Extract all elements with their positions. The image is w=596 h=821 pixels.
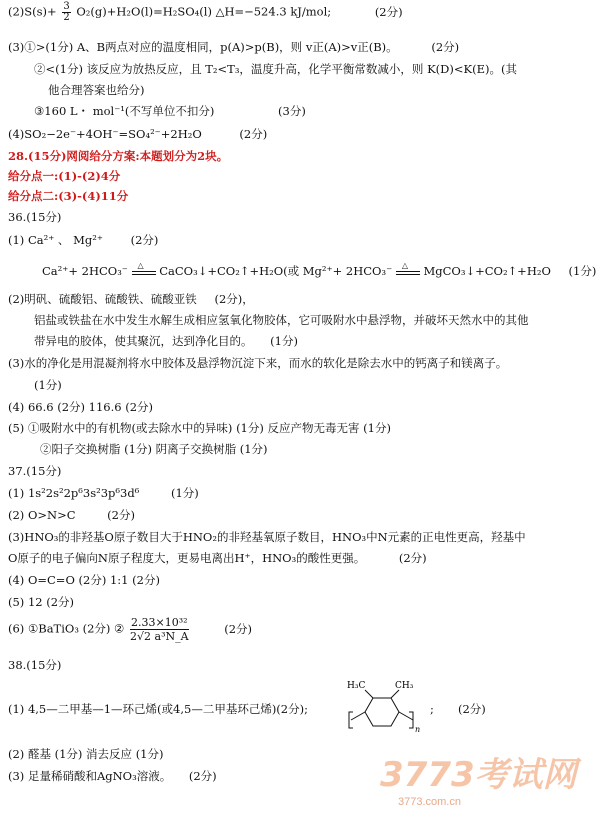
answer-37-4: (4) O=C=O (2分) 1:1 (2分) bbox=[8, 573, 160, 587]
line-text: ③160 L・ mol⁻¹(不写单位不扣分) bbox=[34, 104, 215, 118]
frac-denominator: 2√2 a³N_A bbox=[130, 630, 189, 643]
score: (2分) bbox=[188, 769, 217, 783]
watermark-logo bbox=[380, 752, 577, 796]
score: (1分) bbox=[270, 334, 298, 348]
answer-38-2: (2) 醛基 (1分) 消去反应 (1分) bbox=[8, 747, 164, 761]
answer-38-3 bbox=[8, 767, 217, 785]
line-text: (2) O>N>C bbox=[8, 508, 76, 522]
fraction-3-2 bbox=[62, 2, 70, 23]
answer-36-2-explain: 铝盐或铁盐在水中发生水解生成相应氢氧化物胶体，它可吸附水中悬浮物，并破坏天然水中的其他 bbox=[34, 313, 529, 327]
watermark-logo-text: 3773考试网 bbox=[380, 755, 577, 795]
line-text: 带异电的胶体，使其聚沉，达到净化目的。 bbox=[34, 334, 253, 348]
answer-36-5-1: (5) ①吸附水中的有机物(或去除水中的异味) (1分) 反应产物无毒无害 (1分) bbox=[8, 421, 391, 435]
line-text: (3) 足量稀硝酸和AgNO₃溶液。 bbox=[8, 769, 172, 783]
question-36-heading: 36.(15分) bbox=[8, 210, 62, 224]
score: (2分) bbox=[431, 40, 460, 54]
answer-line-3-2: ②<(1分) 该反应为放热反应，且 T₂<T₃，温度升高，化学平衡常数减小，则 K(D)<K(E)。(其 bbox=[34, 62, 517, 76]
answer-line-3-1 bbox=[8, 38, 459, 56]
answer-37-6 bbox=[8, 616, 252, 643]
answer-line-2-thermo bbox=[8, 2, 403, 23]
eq-right-2: MgCO₃↓+CO₂↑+H₂O bbox=[423, 264, 551, 278]
score: (2分)， bbox=[214, 292, 254, 306]
score: (1分) bbox=[170, 486, 199, 500]
answer-line-3-2-cont: 他合理答案也给分) bbox=[48, 83, 145, 97]
line-text: (1) Ca²⁺ 、 Mg²⁺ bbox=[8, 233, 103, 247]
score: (3分) bbox=[278, 104, 306, 118]
eq-left: Ca²⁺+ 2HCO₃⁻ bbox=[42, 264, 128, 278]
line-text: (2)S(s)+ bbox=[8, 4, 61, 19]
grading-note-title: 28.(15分)网阅给分方案:本题划分为2块。 bbox=[8, 149, 229, 163]
heat-equals-sign: △ bbox=[132, 265, 156, 275]
answer-38-1-score: (2分) bbox=[458, 702, 486, 716]
density-fraction bbox=[130, 616, 189, 643]
score: (2分) bbox=[398, 551, 427, 565]
answer-37-2 bbox=[8, 506, 135, 524]
answer-38-1-structure-punct: ; bbox=[430, 702, 434, 716]
answer-36-3: (3)水的净化是用混凝剂将水中胶体及悬浮物沉淀下来，而水的软化是除去水中的钙离子和镁离子。 bbox=[8, 356, 508, 370]
answer-36-1 bbox=[8, 231, 158, 249]
line-text: (3)①>(1分) A、B两点对应的温度相同，p(A)>p(B)，则 v正(A)>v正(B)。 bbox=[8, 40, 398, 54]
line-text: (4)SO₂−2e⁻+4OH⁻=SO₄²⁻+2H₂O bbox=[8, 127, 202, 141]
methyl-label-left: H₃C bbox=[347, 681, 366, 691]
bond-left-methyl bbox=[365, 690, 373, 698]
answer-38-1 bbox=[8, 700, 308, 718]
chain-bond-right bbox=[399, 712, 413, 720]
answer-37-3: (3)HNO₃的非羟基O原子数目大于HNO₂的非羟基氧原子数目，HNO₃中N元素的正电性更高，羟基中 bbox=[8, 530, 526, 544]
score: (2分) bbox=[107, 508, 135, 522]
answer-37-3-cont bbox=[8, 549, 427, 567]
line-text: (1) 4,5—二甲基—1—环己烯(或4,5—二甲基环己烯)(2分); bbox=[8, 702, 308, 716]
answer-36-5-2: ②阳子交换树脂 (1分) 阴离子交换树脂 (1分) bbox=[40, 442, 268, 456]
line-text: (2)明矾、硫酸铝、硫酸铁、硫酸亚铁 bbox=[8, 292, 197, 306]
question-38-heading: 38.(15分) bbox=[8, 658, 62, 672]
answer-36-2-explain-cont bbox=[34, 332, 298, 350]
score: (2分) bbox=[130, 233, 159, 247]
answer-line-3-3 bbox=[34, 102, 306, 120]
methyl-label-right: CH₃ bbox=[395, 681, 414, 691]
question-37-heading: 37.(15分) bbox=[8, 464, 62, 478]
line-text: (6) ①BaTiO₃ (2分) ② bbox=[8, 621, 125, 636]
heat-equals-sign: △ bbox=[396, 265, 420, 275]
score: (2分) bbox=[239, 127, 268, 141]
answer-37-5: (5) 12 (2分) bbox=[8, 595, 75, 609]
line-text: O₂(g)+H₂O(l)=H₂SO₄(l) △H=−524.3 kJ/mol; bbox=[76, 4, 332, 19]
answer-36-3-score: (1分) bbox=[34, 378, 62, 392]
eq-right: CaCO₃↓+CO₂↑+H₂O(或 Mg²⁺+ 2HCO₃⁻ bbox=[159, 264, 393, 278]
line-text: (1) 1s²2s²2p⁶3s²3p⁶3d⁶ bbox=[8, 486, 140, 500]
chain-bond-left bbox=[351, 712, 365, 720]
grading-point-1: 给分点一:(1)-(2)4分 bbox=[8, 169, 121, 183]
frac-denominator: 2 bbox=[63, 12, 70, 23]
repeat-subscript: n bbox=[415, 725, 421, 734]
cyclohexane-ring bbox=[365, 698, 399, 726]
line-text: O原子的电子偏向N原子程度大，更易电离出H⁺，HNO₃的酸性更强。 bbox=[8, 551, 366, 565]
answer-36-4: (4) 66.6 (2分) 116.6 (2分) bbox=[8, 400, 154, 414]
answer-line-4 bbox=[8, 125, 267, 143]
score: (1分) bbox=[568, 264, 596, 278]
watermark-url: 3773.com.cn bbox=[398, 796, 461, 808]
answer-36-2 bbox=[8, 290, 254, 308]
bond-right-methyl bbox=[391, 690, 399, 698]
frac-numerator: 3 bbox=[63, 1, 70, 12]
grading-point-2: 给分点二:(3)-(4)11分 bbox=[8, 189, 129, 203]
score: (2分) bbox=[224, 621, 253, 636]
answer-37-1 bbox=[8, 484, 199, 502]
score: (2分) bbox=[374, 4, 403, 19]
polymer-structure-diagram bbox=[345, 676, 425, 742]
frac-numerator: 2.33×10³² bbox=[131, 616, 188, 629]
answer-36-1-equation bbox=[42, 262, 596, 280]
